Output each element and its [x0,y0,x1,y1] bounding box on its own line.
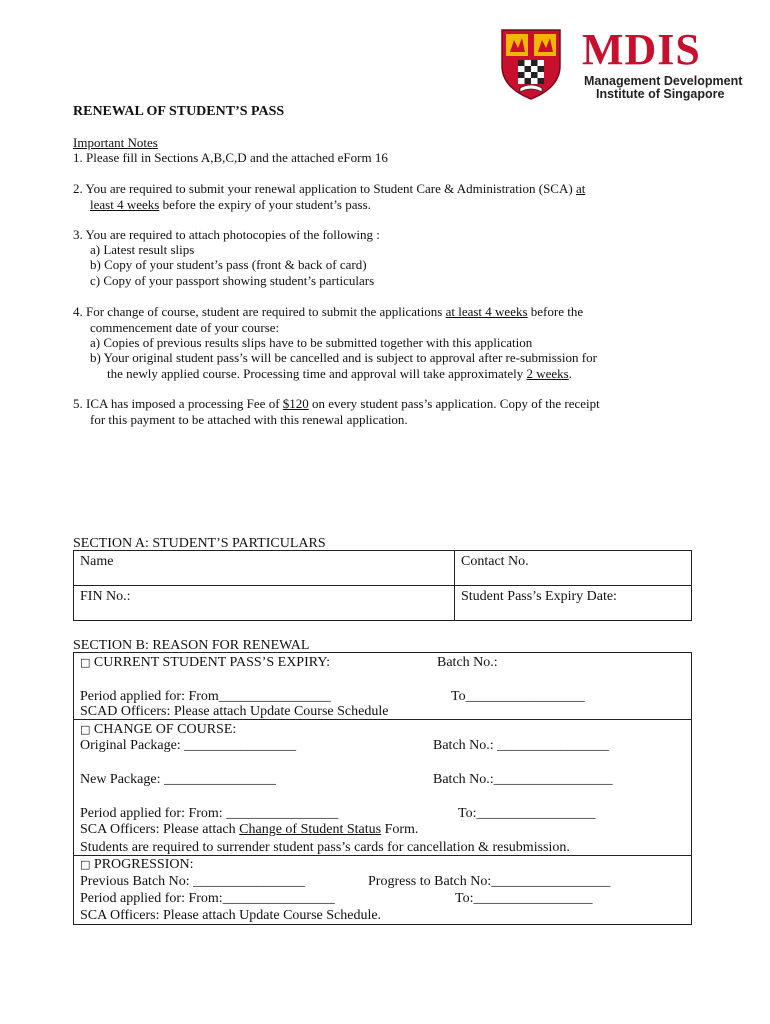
expiry-field-label[interactable]: Student Pass’s Expiry Date: [461,589,617,604]
section-a-col-divider [454,550,455,620]
page-title: RENEWAL OF STUDENT’S PASS [73,104,285,119]
note-4b-end: . [568,366,572,381]
r2-batch-1[interactable]: Batch No.: ________________ [433,738,610,753]
section-a-heading: SECTION A: STUDENT’S PARTICULARS [73,536,326,551]
note-2-text-2: before the expiry of your student’s pass. [159,197,371,212]
r2-period-from[interactable]: Period applied for: From: ________________ [80,806,339,821]
note-4b-line2 [107,366,572,382]
note-2-line2 [90,197,371,213]
r3-period-from[interactable]: Period applied for: From:________________ [80,891,335,906]
r1-batch-label[interactable]: Batch No.: [437,655,498,670]
note-5-text-b: on every student pass’s application. Copy of the receipt [308,396,600,411]
option-current-expiry-label: CURRENT STUDENT PASS’S EXPIRY: [93,655,331,670]
r3-period-to[interactable]: To:_________________ [455,891,593,906]
note-5 [73,396,600,412]
note-4 [73,304,583,320]
note-4b-text: the newly applied course. Processing time and approval will take approximately [107,366,527,381]
r3-officer-note: SCA Officers: Please attach Update Course Schedule. [80,908,382,923]
note-3: 3. You are required to attach photocopies of the following : [73,227,380,242]
r3-progress-batch[interactable]: Progress to Batch No:_________________ [368,874,611,889]
section-b-heading: SECTION B: REASON FOR RENEWAL [73,638,310,653]
r1-officer-note: SCAD Officers: Please attach Update Course Schedule [80,704,389,719]
r2-surrender-note: Students are required to surrender student pass’s cards for cancellation & resubmission. [80,840,570,855]
mdis-logo [500,25,743,101]
r3-previous-batch[interactable]: Previous Batch No: ________________ [80,874,306,889]
note-3b: b) Copy of your student’s pass (front & back of card) [90,257,367,272]
note-2-underline: at [575,181,586,196]
r1-period-to[interactable]: To_________________ [451,689,585,704]
note-2 [73,181,585,197]
checkbox-change-course[interactable]: □ [80,723,91,736]
fin-field-label[interactable]: FIN No.: [80,589,131,604]
name-field-label[interactable]: Name [80,554,114,569]
note-4-text-b: before the [527,304,584,319]
notes-heading: Important Notes [73,135,158,150]
r1-period-from[interactable]: Period applied for: From________________ [80,689,331,704]
logo-wordmark: MDIS [582,25,701,74]
mdis-crest-icon [500,28,562,100]
option-progression[interactable] [80,856,194,873]
r2-original-package[interactable]: Original Package: ________________ [80,738,297,753]
r2-batch-2[interactable]: Batch No.:_________________ [433,772,613,787]
r2-new-package[interactable]: New Package: ________________ [80,772,276,787]
r2-period-to[interactable]: To:_________________ [458,806,596,821]
note-4b: b) Your original student pass’s will be cancelled and is subject to approval after re-submission for [90,350,597,365]
note-3a: a) Latest result slips [90,242,195,257]
option-change-course[interactable] [80,721,236,738]
note-4b-underline: 2 weeks [526,366,569,381]
r2-note-text: SCA Officers: Please attach [80,822,240,837]
r2-officer-note [80,821,418,838]
note-4a: a) Copies of previous results slips have to be submitted together with this application [90,335,533,350]
note-4-underline: at least 4 weeks [445,304,528,319]
checkbox-progression[interactable]: □ [80,858,91,871]
contact-field-label[interactable]: Contact No. [461,554,529,569]
note-2-underline-2: least 4 weeks [90,197,160,212]
checkbox-current-expiry[interactable]: □ [80,656,91,669]
option-progression-label: PROGRESSION: [93,857,194,872]
option-current-expiry[interactable] [80,654,330,671]
logo-line-1: Management Development [584,74,743,88]
option-change-course-label: CHANGE OF COURSE: [93,722,237,737]
note-4-text: 4. For change of course, student are required to submit the applications [73,304,446,319]
note-1: 1. Please fill in Sections A,B,C,D and the attached eForm 16 [73,150,388,165]
r2-note-end: Form. [381,822,419,837]
section-a-row-divider [73,585,691,586]
note-5-line2: for this payment to be attached with this renewal application. [90,412,408,427]
note-5-underline: $120 [282,396,309,411]
note-5-text: 5. ICA has imposed a processing Fee of [73,396,283,411]
note-3c: c) Copy of your passport showing student’s particulars [90,273,375,288]
logo-line-2: Institute of Singapore [596,87,725,101]
note-2-text: 2. You are required to submit your renewal application to Student Care & Administration (SCA) [73,181,576,196]
note-4-line2: commencement date of your course: [90,320,280,335]
r2-note-underline: Change of Student Status [239,822,382,837]
